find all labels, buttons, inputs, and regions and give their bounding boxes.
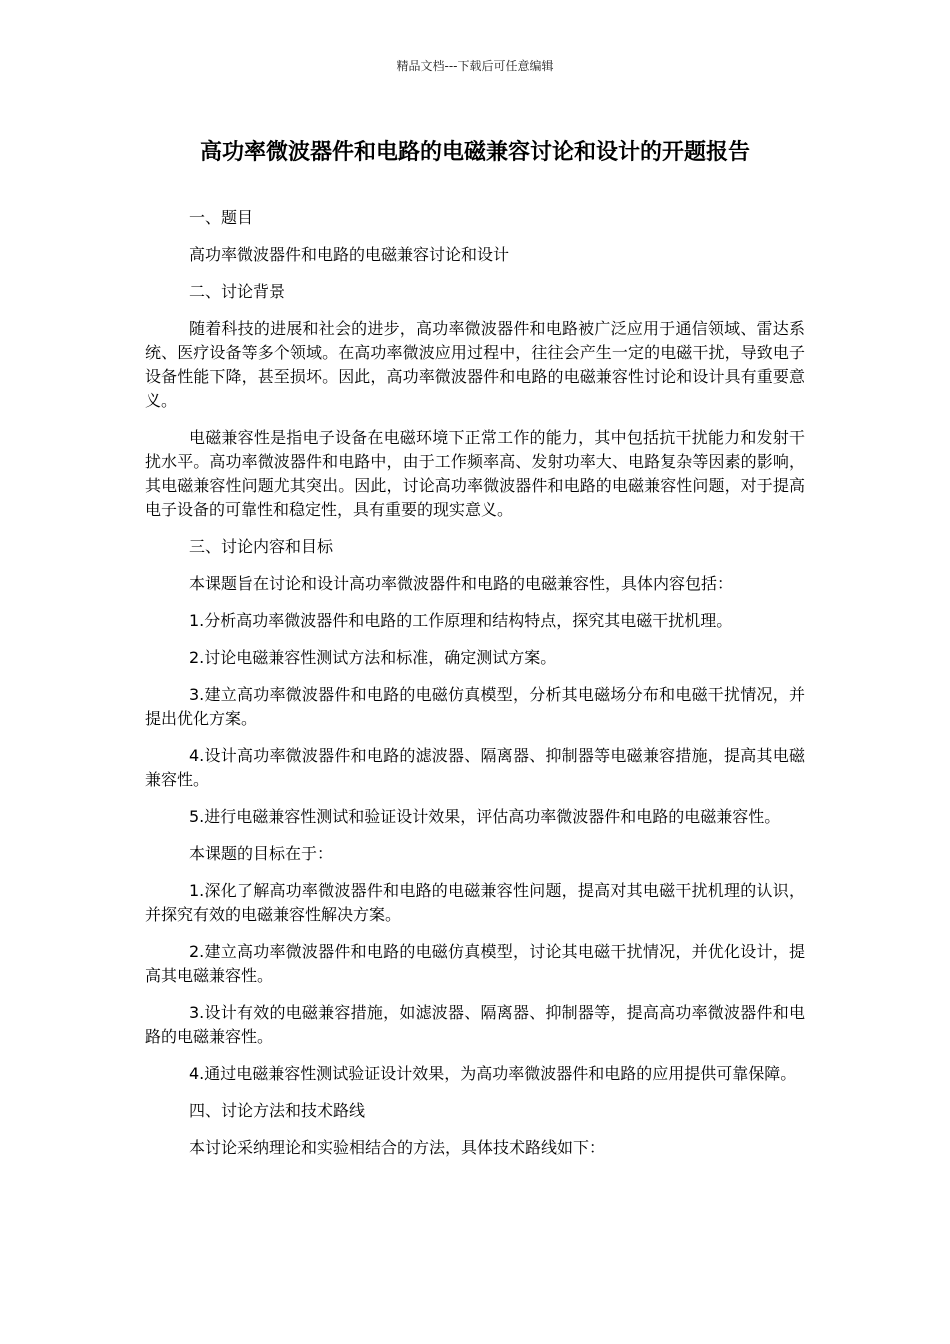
list-item-content-2: 2.讨论电磁兼容性测试方法和标准，确定测试方案。 — [189, 648, 557, 667]
list-item-content-5: 5.进行电磁兼容性测试和验证设计效果，评估高功率微波器件和电路的电磁兼容性。 — [189, 807, 781, 826]
document-body — [145, 206, 805, 1173]
section-heading-methods: 四、讨论方法和技术路线 — [189, 1101, 366, 1120]
list-item-goal-3: 3.设计有效的电磁兼容措施，如滤波器、隔离器、抑制器等，提高高功率微波器件和电路的电磁兼容性。 — [145, 1003, 805, 1046]
section-heading-background: 二、讨论背景 — [189, 282, 286, 301]
paragraph-goals-intro: 本课题的目标在于： — [189, 844, 334, 863]
list-item-content-3: 3.建立高功率微波器件和电路的电磁仿真模型，分析其电磁场分布和电磁干扰情况，并提出优化方案。 — [145, 685, 805, 728]
section-heading-content-goals: 三、讨论内容和目标 — [189, 537, 334, 556]
list-item-goal-4: 4.通过电磁兼容性测试验证设计效果，为高功率微波器件和电路的应用提供可靠保障。 — [189, 1064, 797, 1083]
header-note: 精品文档---下载后可任意编辑 — [396, 59, 554, 73]
list-item-content-1: 1.分析高功率微波器件和电路的工作原理和结构特点，探究其电磁干扰机理。 — [189, 611, 733, 630]
paragraph-background-1: 随着科技的进展和社会的进步，高功率微波器件和电路被广泛应用于通信领域、雷达系统、医疗设备等多个领域。在高功率微波应用过程中，往往会产生一定的电磁干扰，导致电子设备性能下降，甚至损坏。因此，高功率微波器件和电路的电磁兼容性讨论和设计具有重要意义。 — [145, 319, 805, 410]
paragraph-topic-text: 高功率微波器件和电路的电磁兼容讨论和设计 — [189, 245, 510, 264]
document-title: 高功率微波器件和电路的电磁兼容讨论和设计的开题报告 — [199, 140, 750, 165]
list-item-content-4: 4.设计高功率微波器件和电路的滤波器、隔离器、抑制器等电磁兼容措施，提高其电磁兼容性。 — [145, 746, 805, 789]
list-item-goal-1: 1.深化了解高功率微波器件和电路的电磁兼容性问题，提高对其电磁干扰机理的认识，并探究有效的电磁兼容性解决方案。 — [145, 881, 805, 924]
paragraph-background-2: 电磁兼容性是指电子设备在电磁环境下正常工作的能力，其中包括抗干扰能力和发射干扰水平。高功率微波器件和电路中，由于工作频率高、发射功率大、电路复杂等因素的影响，其电磁兼容性问题尤其突出。因此，讨论高功率微波器件和电路的电磁兼容性问题，对于提高电子设备的可靠性和稳定性，具有重要的现实意义。 — [145, 428, 805, 519]
paragraph-methods-intro: 本讨论采纳理论和实验相结合的方法，具体技术路线如下： — [189, 1138, 606, 1157]
paragraph-content-intro: 本课题旨在讨论和设计高功率微波器件和电路的电磁兼容性，具体内容包括： — [189, 574, 734, 593]
list-item-goal-2: 2.建立高功率微波器件和电路的电磁仿真模型，讨论其电磁干扰情况，并优化设计，提高其电磁兼容性。 — [145, 942, 805, 985]
section-heading-topic: 一、题目 — [189, 208, 254, 227]
